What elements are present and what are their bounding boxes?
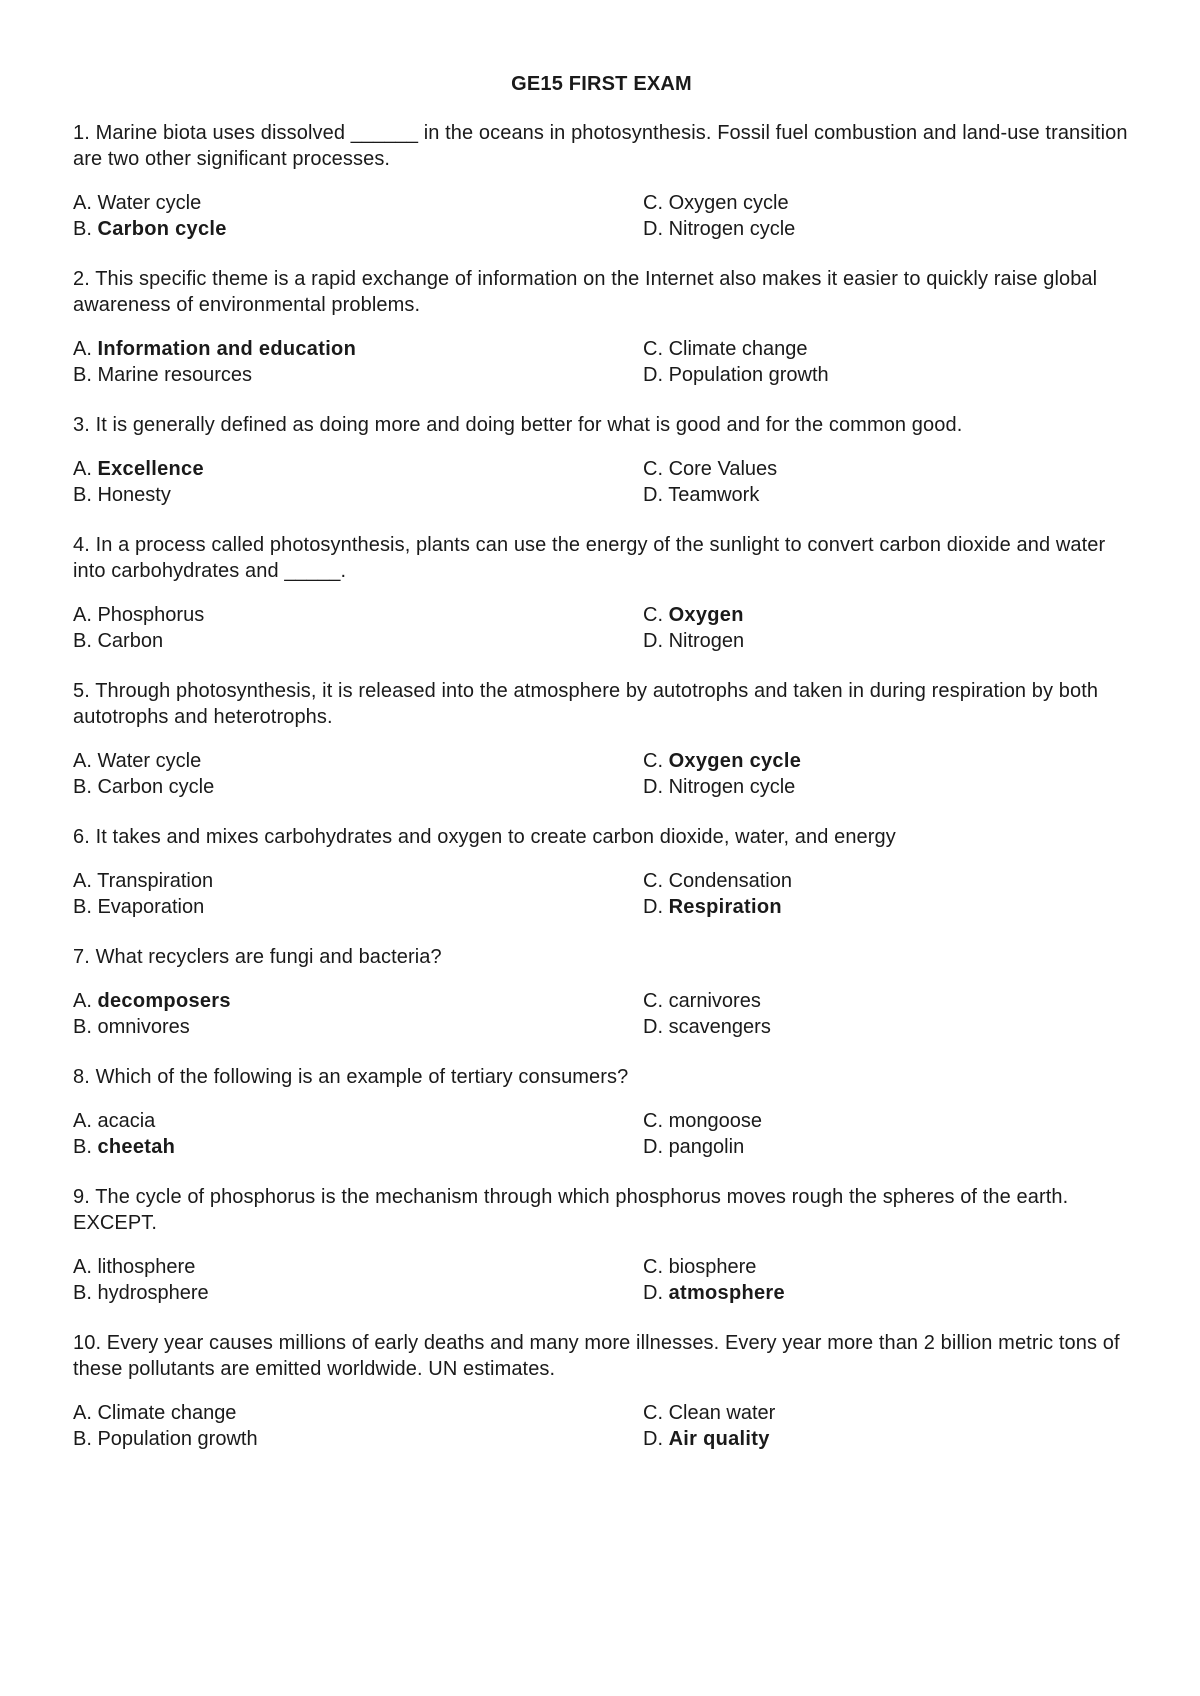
choice-c xyxy=(643,868,1130,894)
choice-text: Oxygen cycle xyxy=(668,192,789,214)
choice-text: acacia xyxy=(97,1110,156,1132)
choice-label: D. xyxy=(643,776,663,798)
choice-label: C. xyxy=(643,458,663,480)
question-text xyxy=(73,1064,1130,1090)
choice-label: A. xyxy=(73,338,92,360)
choice-text: atmosphere xyxy=(668,1282,785,1304)
choice-c xyxy=(643,988,1130,1014)
choice-text: Clean water xyxy=(668,1402,776,1424)
question-body: Marine biota uses dissolved ______ in the oceans in photosynthesis. Fossil fuel combustion and land-use transition are two other significant processes. xyxy=(73,122,1128,170)
question-text xyxy=(73,532,1130,584)
question-number: 6. xyxy=(73,826,90,848)
choice-d xyxy=(643,628,1130,654)
choice-label: C. xyxy=(643,870,663,892)
choice-label: B. xyxy=(73,218,92,240)
choice-label: C. xyxy=(643,1256,663,1278)
choice-text: Carbon cycle xyxy=(97,218,227,240)
question-body: Which of the following is an example of tertiary consumers? xyxy=(95,1066,629,1088)
question-number: 5. xyxy=(73,680,90,702)
choice-grid xyxy=(73,602,1130,654)
question-10 xyxy=(73,1330,1130,1452)
choice-text: Evaporation xyxy=(97,896,205,918)
choice-label: A. xyxy=(73,750,92,772)
choice-text: cheetah xyxy=(97,1136,176,1158)
choice-text: Phosphorus xyxy=(97,604,205,626)
choice-text: Climate change xyxy=(668,338,808,360)
choice-label: D. xyxy=(643,218,663,240)
choice-c-correct xyxy=(643,748,1130,774)
choice-text: carnivores xyxy=(668,990,761,1012)
choice-text: omnivores xyxy=(97,1016,190,1038)
page-title: GE15 FIRST EXAM xyxy=(511,73,692,95)
choice-label: D. xyxy=(643,630,663,652)
question-text xyxy=(73,678,1130,730)
choice-text: Honesty xyxy=(97,484,171,506)
choice-a xyxy=(73,1108,643,1134)
question-body: It takes and mixes carbohydrates and oxygen to create carbon dioxide, water, and energy xyxy=(95,826,896,848)
choice-a xyxy=(73,190,643,216)
choice-c-correct xyxy=(643,602,1130,628)
choice-a-correct xyxy=(73,988,643,1014)
choice-label: B. xyxy=(73,776,92,798)
choice-text: Nitrogen cycle xyxy=(668,218,796,240)
question-number: 4. xyxy=(73,534,90,556)
choice-a xyxy=(73,1254,643,1280)
choice-label: A. xyxy=(73,1256,92,1278)
choice-text: Nitrogen xyxy=(668,630,745,652)
question-body: This specific theme is a rapid exchange of information on the Internet also makes it easier to quickly raise global awareness of environmental problems. xyxy=(73,268,1098,316)
choice-label: D. xyxy=(643,1016,663,1038)
choice-label: A. xyxy=(73,1110,92,1132)
choice-label: D. xyxy=(643,1282,663,1304)
choice-text: Respiration xyxy=(668,896,782,918)
choice-d xyxy=(643,216,1130,242)
choice-label: D. xyxy=(643,364,663,386)
choice-b xyxy=(73,628,643,654)
choice-b xyxy=(73,894,643,920)
choice-text: Teamwork xyxy=(668,484,760,506)
choice-text: Population growth xyxy=(668,364,829,386)
choice-c xyxy=(643,1254,1130,1280)
choice-grid xyxy=(73,1108,1130,1160)
choice-d xyxy=(643,362,1130,388)
question-text xyxy=(73,1184,1130,1236)
question-number: 7. xyxy=(73,946,90,968)
choice-label: C. xyxy=(643,750,663,772)
question-number: 10. xyxy=(73,1332,102,1354)
question-3 xyxy=(73,412,1130,508)
choice-grid xyxy=(73,1254,1130,1306)
question-number: 8. xyxy=(73,1066,90,1088)
choice-label: B. xyxy=(73,896,92,918)
question-body: It is generally defined as doing more and doing better for what is good and for the common good. xyxy=(95,414,963,436)
choice-grid xyxy=(73,190,1130,242)
choice-text: Water cycle xyxy=(97,750,202,772)
choice-label: B. xyxy=(73,1282,92,1304)
choice-text: decomposers xyxy=(97,990,231,1012)
choice-grid xyxy=(73,988,1130,1040)
choice-c xyxy=(643,336,1130,362)
choice-c xyxy=(643,1108,1130,1134)
question-2 xyxy=(73,266,1130,388)
choice-label: A. xyxy=(73,458,92,480)
question-number: 3. xyxy=(73,414,90,436)
choice-grid xyxy=(73,748,1130,800)
choice-a-correct xyxy=(73,456,643,482)
choice-b xyxy=(73,1014,643,1040)
question-number: 1. xyxy=(73,122,90,144)
choice-c xyxy=(643,1400,1130,1426)
choice-b xyxy=(73,1280,643,1306)
choice-d xyxy=(643,482,1130,508)
question-6 xyxy=(73,824,1130,920)
choice-c xyxy=(643,456,1130,482)
choice-label: B. xyxy=(73,364,92,386)
choice-text: hydrosphere xyxy=(97,1282,209,1304)
choice-label: C. xyxy=(643,1110,663,1132)
question-9 xyxy=(73,1184,1130,1306)
question-5 xyxy=(73,678,1130,800)
choice-label: A. xyxy=(73,870,92,892)
choice-text: Nitrogen cycle xyxy=(668,776,796,798)
choice-b-correct xyxy=(73,216,643,242)
question-7 xyxy=(73,944,1130,1040)
choice-label: C. xyxy=(643,338,663,360)
choice-b xyxy=(73,362,643,388)
choice-label: C. xyxy=(643,1402,663,1424)
choice-b-correct xyxy=(73,1134,643,1160)
choice-a xyxy=(73,868,643,894)
question-body: The cycle of phosphorus is the mechanism through which phosphorus moves rough the spheres of the earth. EXCEPT. xyxy=(73,1186,1069,1234)
choice-text: lithosphere xyxy=(97,1256,196,1278)
choice-text: Condensation xyxy=(668,870,792,892)
choice-label: D. xyxy=(643,484,663,506)
question-number: 2. xyxy=(73,268,90,290)
question-text xyxy=(73,412,1130,438)
choice-label: D. xyxy=(643,896,663,918)
choice-text: Population growth xyxy=(97,1428,258,1450)
choice-label: C. xyxy=(643,604,663,626)
question-body: What recyclers are fungi and bacteria? xyxy=(95,946,442,968)
question-text xyxy=(73,824,1130,850)
question-8 xyxy=(73,1064,1130,1160)
choice-text: biosphere xyxy=(668,1256,757,1278)
question-1 xyxy=(73,120,1130,242)
choice-text: mongoose xyxy=(668,1110,762,1132)
choice-text: Air quality xyxy=(668,1428,770,1450)
choice-grid xyxy=(73,868,1130,920)
question-body: In a process called photosynthesis, plants can use the energy of the sunlight to convert carbon dioxide and water into carbohydrates and _____. xyxy=(73,534,1106,582)
choice-text: Marine resources xyxy=(97,364,252,386)
question-body: Every year causes millions of early deaths and many more illnesses. Every year more than 2 billion metric tons of these pollutants are emitted worldwide. UN estimates. xyxy=(73,1332,1120,1380)
question-text xyxy=(73,944,1130,970)
choice-text: pangolin xyxy=(668,1136,745,1158)
choice-label: A. xyxy=(73,1402,92,1424)
choice-label: A. xyxy=(73,990,92,1012)
choice-text: Carbon cycle xyxy=(97,776,215,798)
question-text xyxy=(73,266,1130,318)
choice-text: Transpiration xyxy=(97,870,214,892)
choice-text: Core Values xyxy=(668,458,778,480)
choice-text: Water cycle xyxy=(97,192,202,214)
choice-d xyxy=(643,1134,1130,1160)
choice-d-correct xyxy=(643,894,1130,920)
choice-text: Excellence xyxy=(97,458,204,480)
choice-b xyxy=(73,774,643,800)
choice-b xyxy=(73,482,643,508)
choice-a-correct xyxy=(73,336,643,362)
choice-label: C. xyxy=(643,990,663,1012)
choice-text: scavengers xyxy=(668,1016,771,1038)
choice-d xyxy=(643,1014,1130,1040)
choice-grid xyxy=(73,336,1130,388)
question-text xyxy=(73,1330,1130,1382)
choice-grid xyxy=(73,1400,1130,1452)
choice-grid xyxy=(73,456,1130,508)
choice-label: D. xyxy=(643,1136,663,1158)
choice-d xyxy=(643,774,1130,800)
choice-label: B. xyxy=(73,1136,92,1158)
choice-text: Oxygen xyxy=(668,604,744,626)
choice-a xyxy=(73,602,643,628)
choice-b xyxy=(73,1426,643,1452)
choice-label: B. xyxy=(73,484,92,506)
choice-label: B. xyxy=(73,1016,92,1038)
choice-text: Climate change xyxy=(97,1402,237,1424)
choice-text: Oxygen cycle xyxy=(668,750,802,772)
question-4 xyxy=(73,532,1130,654)
choice-label: B. xyxy=(73,1428,92,1450)
choice-text: Information and education xyxy=(97,338,357,360)
choice-c xyxy=(643,190,1130,216)
choice-label: C. xyxy=(643,192,663,214)
choice-d-correct xyxy=(643,1280,1130,1306)
question-text xyxy=(73,120,1130,172)
choice-d-correct xyxy=(643,1426,1130,1452)
choice-a xyxy=(73,1400,643,1426)
question-body: Through photosynthesis, it is released into the atmosphere by autotrophs and taken in during respiration by both autotrophs and heterotrophs. xyxy=(73,680,1099,728)
question-number: 9. xyxy=(73,1186,90,1208)
choice-a xyxy=(73,748,643,774)
choice-label: A. xyxy=(73,192,92,214)
choice-text: Carbon xyxy=(97,630,164,652)
choice-label: A. xyxy=(73,604,92,626)
choice-label: D. xyxy=(643,1428,663,1450)
choice-label: B. xyxy=(73,630,92,652)
